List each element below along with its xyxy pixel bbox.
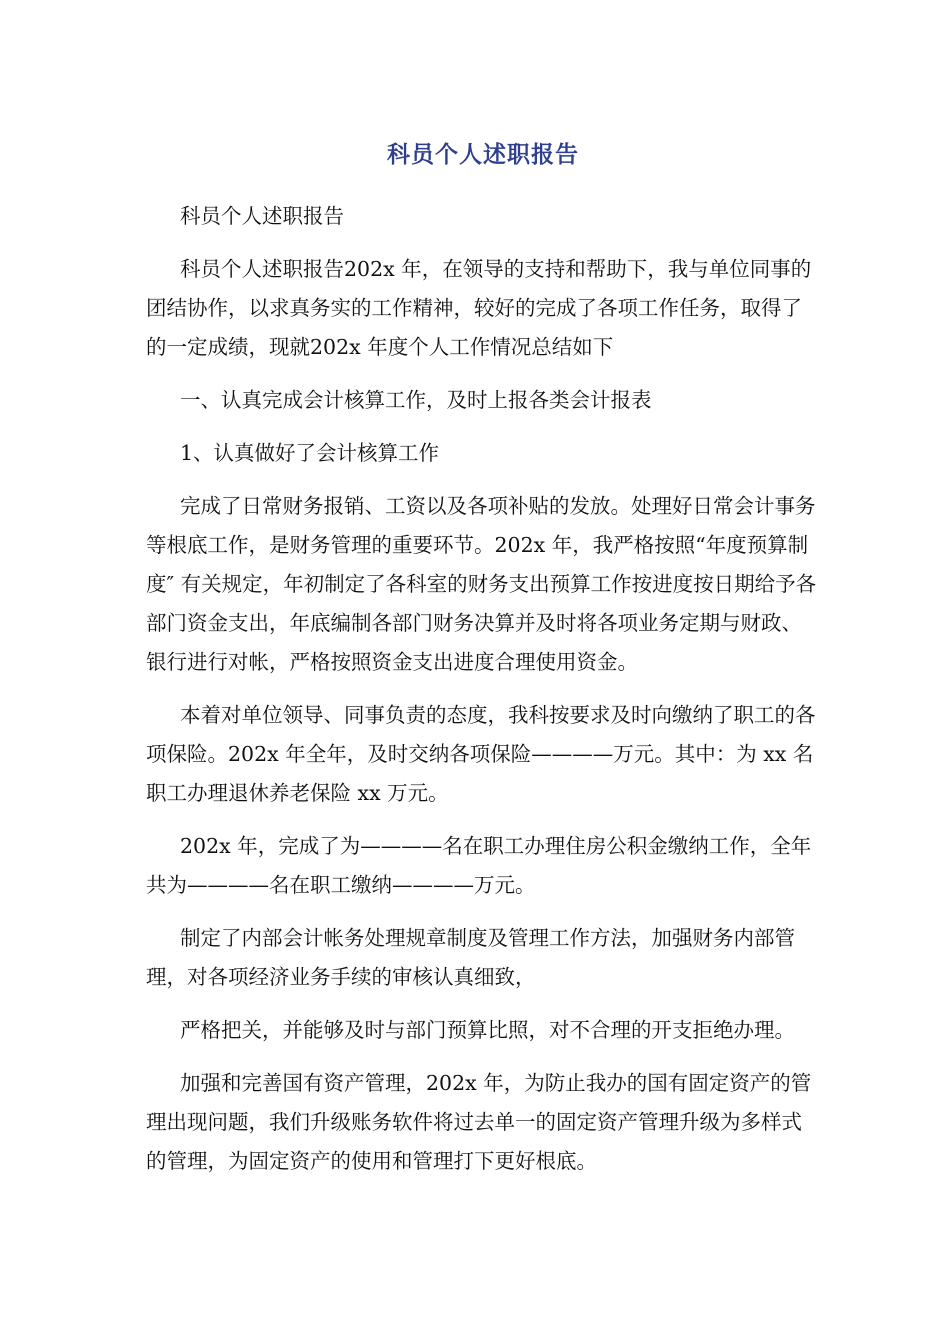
paragraph-body: 严格把关，并能够及时与部门预算比照，对不合理的开支拒绝办理。 [180, 1018, 795, 1042]
paragraph-intro: 科员个人述职报告202x 年，在领导的支持和帮助下，我与单位同事的团结协作，以求真务实的工作精神，较好的完成了各项工作任务，取得了的一定成绩，现就202x 年度个人工作情况总结如下 [146, 257, 812, 359]
paragraph-body: 完成了日常财务报销、工资以及各项补贴的发放。处理好日常会计事务等根底工作，是财务管理的重要环节。202x 年，我严格按照“年度预算制度″ 有关规定，年初制定了各科室的财务支出预算工作按进度按日期给予各部门资金支出，年底编制各部门财务决算并及时将各项业务定期与财政、银行进行对帐，严格按照资金支出进度合理使用资金。 [146, 494, 817, 674]
paragraph-subtitle: 科员个人述职报告 [180, 204, 344, 228]
paragraph-body: 202x 年，完成了为————名在职工办理住房公积金缴纳工作，全年共为————名在职工缴纳————万元。 [146, 834, 812, 897]
paragraph-body: 本着对单位领导、同事负责的态度，我科按要求及时向缴纳了职工的各项保险。202x 年全年，及时交纳各项保险————万元。其中：为 xx 名职工办理退休养老保险 xx 万元。 [146, 703, 816, 805]
subsection-heading-1: 1、认真做好了会计核算工作 [180, 441, 440, 465]
paragraph-body: 加强和完善国有资产管理，202x 年，为防止我办的国有固定资产的管理出现问题，我们升级账务软件将过去单一的固定资产管理升级为多样式的管理，为固定资产的使用和管理打下更好根底。 [146, 1071, 812, 1173]
section-heading-1: 一、认真完成会计核算工作，及时上报各类会计报表 [180, 388, 652, 412]
page-title: 科员个人述职报告 [387, 142, 579, 168]
paragraph-body: 制定了内部会计帐务处理规章制度及管理工作方法，加强财务内部管理，对各项经济业务手续的审核认真细致， [146, 926, 795, 989]
